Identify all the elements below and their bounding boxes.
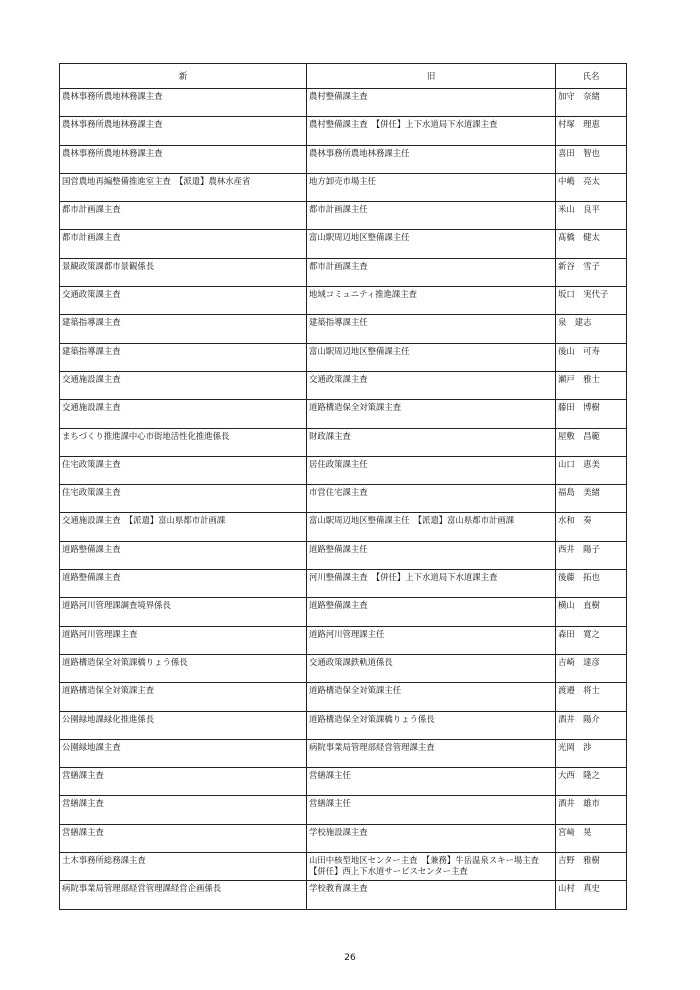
cell-person-name: 屋敷 昌範 (556, 428, 627, 456)
cell-person-name: 山口 恵美 (556, 456, 627, 484)
table-row (60, 456, 627, 484)
cell-old-position: 道路整備課主任 (307, 541, 556, 569)
cell-person-name: 瀬戸 雅士 (556, 371, 627, 399)
table-row (60, 853, 627, 881)
cell-new-position: 農林事務所農地林務課主査 (60, 145, 307, 173)
cell-old-position: 農村整備課主査 【併任】上下水道局下水道課主査 (307, 117, 556, 145)
table-row (60, 485, 627, 513)
table-row (60, 173, 627, 201)
cell-person-name: 渡邉 将士 (556, 683, 627, 711)
cell-new-position: 都市計画課主査 (60, 202, 307, 230)
table-row (60, 202, 627, 230)
table-header (60, 64, 627, 89)
table-row (60, 428, 627, 456)
cell-person-name: 吉崎 達彦 (556, 654, 627, 682)
cell-new-position: 交通政策課主査 (60, 287, 307, 315)
cell-old-position: 都市計画課主査 (307, 258, 556, 286)
cell-old-position: 営繕課主任 (307, 768, 556, 796)
table-row (60, 654, 627, 682)
cell-old-position: 学校教育課主査 (307, 881, 556, 909)
cell-new-position: 交通施設課主査 【派遣】富山県都市計画課 (60, 513, 307, 541)
table-row (60, 315, 627, 343)
cell-old-position: 地域コミュニティ推進課主査 (307, 287, 556, 315)
cell-person-name: 泉 建志 (556, 315, 627, 343)
cell-old-position: 学校施設課主査 (307, 824, 556, 852)
table-body (60, 89, 627, 910)
cell-person-name: 宮﨑 晃 (556, 824, 627, 852)
cell-person-name: 髙橋 健太 (556, 230, 627, 258)
cell-new-position: 道路河川管理課主査 (60, 626, 307, 654)
header-name: 氏名 (556, 64, 627, 89)
cell-person-name: 酒井 陽介 (556, 711, 627, 739)
cell-person-name: 水和 奏 (556, 513, 627, 541)
cell-old-position: 道路構造保全対策課橋りょう係長 (307, 711, 556, 739)
cell-person-name: 藤田 博樹 (556, 400, 627, 428)
cell-person-name: 後山 可寿 (556, 343, 627, 371)
table-row (60, 739, 627, 767)
cell-new-position: 道路整備課主査 (60, 570, 307, 598)
page-number: 26 (344, 953, 356, 963)
cell-old-position: 市営住宅課主査 (307, 485, 556, 513)
cell-person-name: 中嶋 亮太 (556, 173, 627, 201)
cell-old-position: 道路河川管理課主任 (307, 626, 556, 654)
cell-person-name: 横山 直樹 (556, 598, 627, 626)
cell-person-name: 酒井 雄市 (556, 796, 627, 824)
table-row (60, 541, 627, 569)
cell-new-position: 病院事業局管理部経営管理課経営企画係長 (60, 881, 307, 909)
cell-person-name: 光岡 渉 (556, 739, 627, 767)
cell-person-name: 村塚 理恵 (556, 117, 627, 145)
cell-old-position: 富山駅周辺地区整備課主任 (307, 230, 556, 258)
header-old: 旧 (307, 64, 556, 89)
cell-new-position: 建築指導課主査 (60, 343, 307, 371)
table-row (60, 881, 627, 909)
cell-new-position: 交通施設課主査 (60, 371, 307, 399)
table-row (60, 513, 627, 541)
table-row (60, 230, 627, 258)
table-row (60, 570, 627, 598)
cell-new-position: 景観政策課都市景観係長 (60, 258, 307, 286)
cell-new-position: 住宅政策課主査 (60, 456, 307, 484)
cell-old-position: 山田中核型地区センター主査 【兼務】牛岳温泉スキー場主査 【併任】西上下水道サービスセンター主査 (307, 853, 556, 881)
cell-new-position: 建築指導課主査 (60, 315, 307, 343)
cell-old-position: 建築指導課主任 (307, 315, 556, 343)
cell-new-position: 交通施設課主査 (60, 400, 307, 428)
cell-new-position: まちづくり推進課中心市街地活性化推進係長 (60, 428, 307, 456)
cell-old-position: 交通政策課鉄軌道係長 (307, 654, 556, 682)
cell-person-name: 後藤 拓也 (556, 570, 627, 598)
cell-old-position: 河川整備課主査 【併任】上下水道局下水道課主査 (307, 570, 556, 598)
cell-new-position: 土木事務所総務課主査 (60, 853, 307, 881)
table-row (60, 711, 627, 739)
cell-new-position: 道路整備課主査 (60, 541, 307, 569)
cell-new-position: 道路構造保全対策課主査 (60, 683, 307, 711)
cell-old-position: 道路構造保全対策課主査 (307, 400, 556, 428)
cell-new-position: 営繕課主査 (60, 768, 307, 796)
cell-person-name: 加守 奈緒 (556, 89, 627, 117)
table-row (60, 145, 627, 173)
table-row (60, 371, 627, 399)
cell-old-position: 農村整備課主査 (307, 89, 556, 117)
cell-new-position: 道路河川管理課調査境界係長 (60, 598, 307, 626)
table-row (60, 768, 627, 796)
cell-old-position: 道路整備課主査 (307, 598, 556, 626)
table-row (60, 343, 627, 371)
cell-old-position: 営繕課主任 (307, 796, 556, 824)
cell-person-name: 喜田 智也 (556, 145, 627, 173)
cell-person-name: 米山 良平 (556, 202, 627, 230)
header-new: 新 (60, 64, 307, 89)
cell-person-name: 新谷 雪子 (556, 258, 627, 286)
cell-new-position: 国営農地再編整備推進室主査 【派遣】農林水産省 (60, 173, 307, 201)
table-row (60, 824, 627, 852)
table-row (60, 796, 627, 824)
table-row (60, 287, 627, 315)
cell-person-name: 森田 寛之 (556, 626, 627, 654)
cell-person-name: 山村 真史 (556, 881, 627, 909)
cell-old-position: 道路構造保全対策課主任 (307, 683, 556, 711)
cell-old-position: 財政課主査 (307, 428, 556, 456)
table-row (60, 626, 627, 654)
table-row (60, 258, 627, 286)
cell-new-position: 農林事務所農地林務課主査 (60, 89, 307, 117)
cell-old-position: 農林事務所農地林務課主任 (307, 145, 556, 173)
cell-old-position: 居住政策課主任 (307, 456, 556, 484)
table-row (60, 89, 627, 117)
cell-old-position: 富山駅周辺地区整備課主任 (307, 343, 556, 371)
cell-old-position: 病院事業局管理部経営管理課主査 (307, 739, 556, 767)
table-row (60, 683, 627, 711)
cell-new-position: 営繕課主査 (60, 824, 307, 852)
cell-new-position: 営繕課主査 (60, 796, 307, 824)
cell-person-name: 吉野 雅樹 (556, 853, 627, 881)
table-row (60, 400, 627, 428)
cell-person-name: 福島 美緒 (556, 485, 627, 513)
cell-old-position: 富山駅周辺地区整備課主任 【派遣】富山県都市計画課 (307, 513, 556, 541)
header-row (60, 64, 627, 89)
cell-new-position: 公園緑地課主査 (60, 739, 307, 767)
personnel-table (59, 63, 627, 910)
cell-new-position: 都市計画課主査 (60, 230, 307, 258)
table-row (60, 117, 627, 145)
cell-new-position: 農林事務所農地林務課主査 (60, 117, 307, 145)
cell-old-position: 交通政策課主査 (307, 371, 556, 399)
cell-person-name: 大西 隆之 (556, 768, 627, 796)
cell-new-position: 公園緑地課緑化推進係長 (60, 711, 307, 739)
cell-old-position: 都市計画課主任 (307, 202, 556, 230)
table-row (60, 598, 627, 626)
cell-new-position: 住宅政策課主査 (60, 485, 307, 513)
cell-person-name: 西井 陽子 (556, 541, 627, 569)
cell-person-name: 坂口 実代子 (556, 287, 627, 315)
cell-new-position: 道路構造保全対策課橋りょう係長 (60, 654, 307, 682)
cell-old-position: 地方卸売市場主任 (307, 173, 556, 201)
